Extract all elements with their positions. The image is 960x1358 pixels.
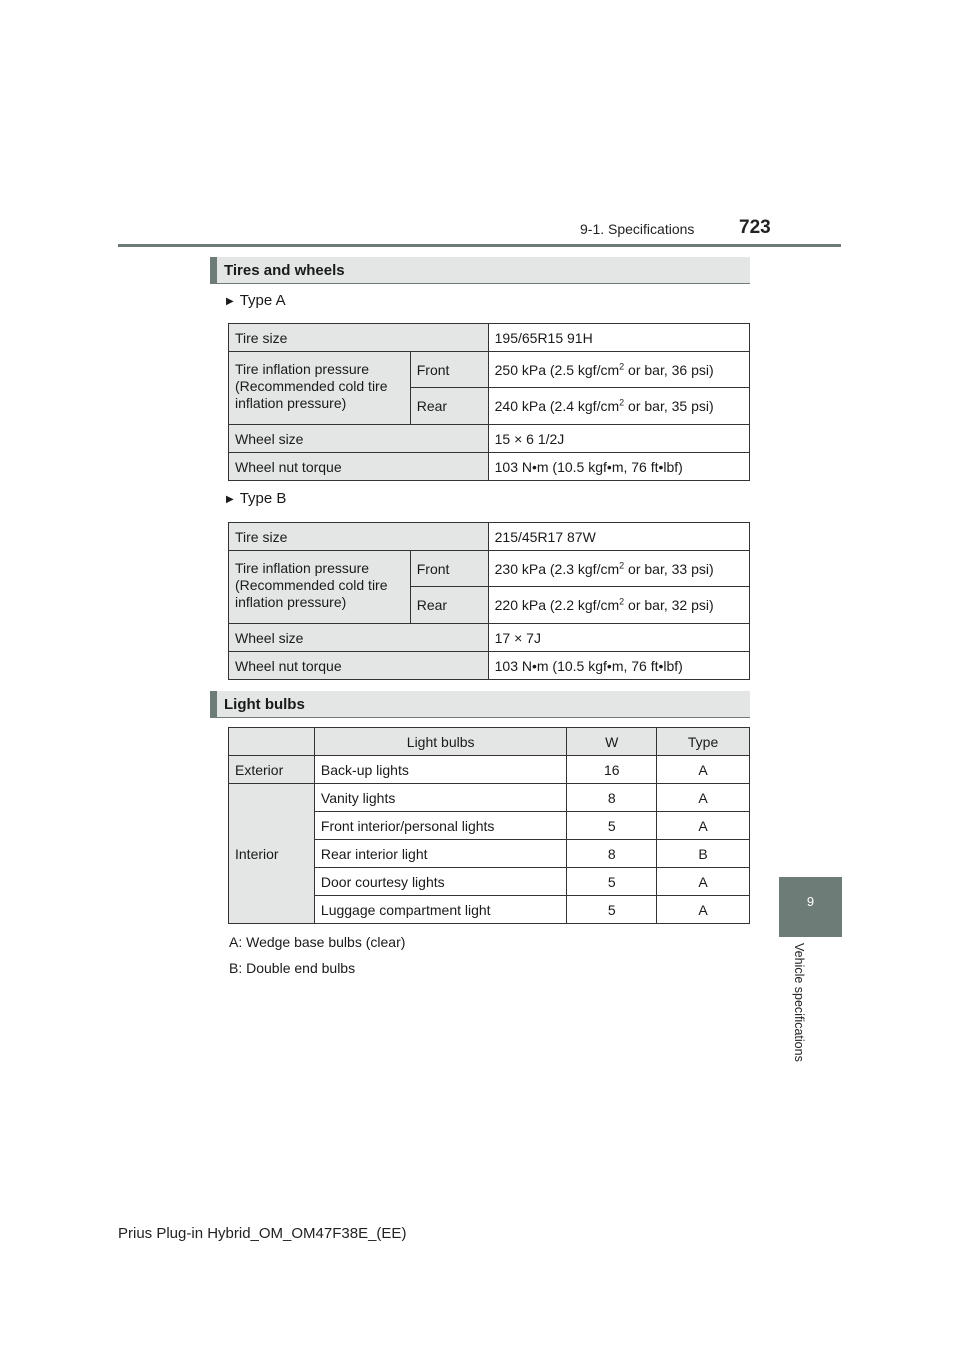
header-type: Type [657, 728, 750, 756]
note-b: B: Double end bulbs [229, 960, 356, 976]
tire-size-value: 195/65R15 91H [488, 324, 749, 352]
bulbs-table [228, 727, 750, 924]
bulb-watts: 5 [567, 868, 657, 896]
wheel-size-label: Wheel size [229, 624, 489, 652]
tire-size-label: Tire size [229, 324, 489, 352]
nut-torque-label: Wheel nut torque [229, 453, 489, 481]
bulb-watts: 8 [567, 840, 657, 868]
note-a: A: Wedge base bulbs (clear) [229, 934, 406, 950]
front-label: Front [410, 352, 488, 388]
bulbs-heading: Light bulbs [224, 696, 305, 713]
bulb-name: Vanity lights [314, 784, 566, 812]
nut-torque-value: 103 N•m (10.5 kgf•m, 76 ft•lbf) [488, 652, 749, 680]
nut-torque-label: Wheel nut torque [229, 652, 489, 680]
table-row [229, 453, 750, 481]
bulb-name: Rear interior light [314, 840, 566, 868]
table-row [229, 551, 750, 587]
type-b-table [228, 522, 750, 680]
bulb-name: Luggage compartment light [314, 896, 566, 924]
table-row [229, 352, 750, 388]
table-row [229, 425, 750, 453]
exterior-group: Exterior [229, 756, 315, 784]
wheel-size-value: 17 × 7J [488, 624, 749, 652]
bulb-name: Back-up lights [314, 756, 566, 784]
header-blank [229, 728, 315, 756]
type-b-label: ▶ Type B [226, 490, 287, 507]
rear-pressure-value: 220 kPa (2.2 kgf/$cm^2$ or bar, 32 psi) [488, 587, 749, 624]
bulb-type: A [657, 756, 750, 784]
bulb-watts: 5 [567, 812, 657, 840]
section-title: 9-1. Specifications [580, 221, 695, 237]
rear-label: Rear [410, 587, 488, 624]
nut-torque-value: 103 N•m (10.5 kgf•m, 76 ft•lbf) [488, 453, 749, 481]
header-rule [118, 244, 841, 247]
table-row [229, 784, 750, 812]
bulb-type: B [657, 840, 750, 868]
chapter-number: 9 [806, 894, 815, 909]
interior-group: Interior [229, 784, 315, 924]
type-a-label: ▶ Type A [226, 292, 286, 309]
triangle-bullet-icon: ▶ [226, 494, 234, 505]
table-row [229, 324, 750, 352]
header-light-bulbs: Light bulbs [314, 728, 566, 756]
tire-size-value: 215/45R17 87W [488, 523, 749, 551]
footer-doc-id: Prius Plug-in Hybrid_OM_OM47F38E_(EE) [118, 1225, 407, 1242]
header-watts: W [567, 728, 657, 756]
table-row [229, 652, 750, 680]
table-row [229, 624, 750, 652]
pressure-label: Tire inflation pressure (Recommended cold tire inflation pressure) [229, 551, 411, 624]
bulb-type: A [657, 868, 750, 896]
table-row [229, 756, 750, 784]
front-pressure-value: 230 kPa (2.3 kgf/$cm^2$ or bar, 33 psi) [488, 551, 749, 587]
rear-pressure-value: 240 kPa (2.4 kgf/$cm^2$ or bar, 35 psi) [488, 388, 749, 425]
rear-label: Rear [410, 388, 488, 425]
bulb-watts: 5 [567, 896, 657, 924]
pressure-label: Tire inflation pressure (Recommended cold tire inflation pressure) [229, 352, 411, 425]
table-row [229, 523, 750, 551]
bulb-name: Front interior/personal lights [314, 812, 566, 840]
bulbs-heading-band [210, 691, 750, 718]
type-a-table [228, 323, 750, 481]
triangle-bullet-icon: ▶ [226, 296, 234, 307]
bulb-type: A [657, 784, 750, 812]
front-label: Front [410, 551, 488, 587]
bulb-watts: 8 [567, 784, 657, 812]
bulb-type: A [657, 812, 750, 840]
bulb-type: A [657, 896, 750, 924]
front-pressure-value: 250 kPa (2.5 kgf/$cm^2$ or bar, 36 psi) [488, 352, 749, 388]
tires-heading-band [210, 257, 750, 284]
wheel-size-label: Wheel size [229, 425, 489, 453]
tire-size-label: Tire size [229, 523, 489, 551]
chapter-tab [779, 877, 842, 937]
bulb-name: Door courtesy lights [314, 868, 566, 896]
chapter-title: Vehicle specifications [792, 943, 806, 1062]
page-number: 723 [739, 217, 771, 238]
wheel-size-value: 15 × 6 1/2J [488, 425, 749, 453]
bulb-watts: 16 [567, 756, 657, 784]
tires-heading: Tires and wheels [224, 262, 345, 279]
table-header-row [229, 728, 750, 756]
